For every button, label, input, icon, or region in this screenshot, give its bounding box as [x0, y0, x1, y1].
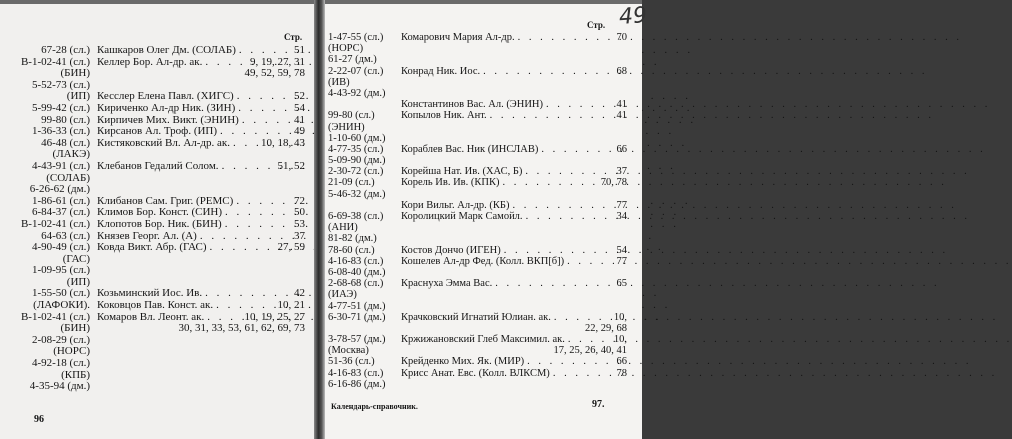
entry-text: [97, 323, 305, 335]
person-name: Краснуха Эмма Вас.: [401, 278, 493, 290]
phone-number: 5-99-42 (сл.): [31, 101, 90, 114]
dot-leader: [565, 334, 614, 345]
phone-number: 81-82 (дм.): [328, 233, 377, 245]
page-references: 54: [616, 244, 627, 256]
page-references: 53: [294, 217, 305, 230]
person-name: Кирсанов Ал. Троф. (ИП): [97, 125, 218, 138]
dot-leader: [564, 256, 616, 267]
entry-text: [401, 32, 627, 43]
person-name: Клопотов Бор. Ник. (БИН): [97, 217, 222, 230]
directory-entry: [325, 189, 642, 200]
person-name: Кирпичев Мих. Викт. (ЭНИН): [97, 113, 239, 126]
directory-entry: [0, 45, 314, 57]
phone-number: 4-77-35 (сл.): [328, 143, 384, 155]
page-references: 9, 19, 27, 31: [250, 55, 305, 68]
person-name: Корель Ив. Ив. (КПК): [401, 177, 500, 189]
directory-entry: [325, 77, 642, 88]
entry-text: [401, 99, 627, 110]
phone-number: 2-30-72 (сл.): [328, 166, 384, 178]
phone-number: 4-43-92 (дм.): [328, 87, 386, 99]
page-references: 49: [294, 125, 305, 138]
dot-leader: [551, 312, 614, 323]
entry-text: [97, 138, 305, 150]
person-name: Комаров Вл. Леонт. ак.: [97, 310, 205, 323]
person-name: Костов Дончо (ИГЕН): [401, 244, 501, 256]
entry-text: [401, 356, 627, 367]
person-name: Конрад Ник. Иос.: [401, 65, 481, 77]
directory-entry: [325, 88, 642, 99]
phone-number: (ИАЭ): [328, 289, 357, 301]
directory-entry: [0, 184, 314, 196]
dot-leader: [487, 110, 617, 121]
directory-entry: [0, 242, 314, 254]
directory-entry: [0, 138, 314, 150]
person-name: Крейденко Мих. Як. (МИР): [401, 356, 525, 368]
dot-leader: [97, 68, 245, 80]
dot-leader: [219, 161, 278, 173]
dot-leader: [550, 368, 617, 379]
dot-leader: [499, 177, 600, 188]
page-references: 10,: [613, 334, 627, 346]
phone-number: 4-16-83 (сл.): [328, 367, 384, 379]
phone-number: (КПБ): [61, 368, 90, 381]
page-references: 70: [616, 32, 627, 43]
phone-number: (БИН): [60, 322, 90, 335]
phone-number: 46-48 (сл.): [41, 136, 90, 149]
entry-text: [401, 345, 627, 356]
dot-leader: [236, 45, 294, 57]
phone-number: 4-92-18 (сл.): [31, 357, 90, 370]
entry-text: [97, 68, 305, 80]
person-name: Климов Бор. Конст. (СИН): [97, 206, 223, 219]
person-name: Клебанов Гедалий Солом.: [97, 159, 219, 172]
page-references: 42: [294, 287, 305, 300]
dot-leader: [480, 66, 616, 77]
person-name: Корейша Нат. Ив. (ХАС, Б): [401, 166, 523, 178]
directory-entry: [325, 43, 642, 54]
page-references: 30, 31, 33, 53, 61, 62, 69, 73: [178, 322, 305, 335]
entry-text: [401, 323, 627, 334]
person-name: Крисс Анат. Евс. (Колл. ВЛКСМ): [401, 367, 550, 379]
phone-number: 21-09 (сл.): [328, 177, 375, 189]
phone-number: 78-60 (сл.): [328, 244, 375, 256]
person-name: Кашкаров Олег Дм. (СОЛАБ): [97, 44, 236, 56]
person-name: Клибанов Сам. Григ. (РЕМС): [97, 194, 234, 207]
entry-text: [401, 211, 627, 222]
phone-number: (ИВ): [328, 76, 350, 88]
entry-text: [401, 368, 627, 379]
directory-entry: [325, 379, 642, 390]
directory-entry: [325, 54, 642, 65]
directory-entry: [325, 200, 642, 211]
directory-entry: [0, 265, 314, 277]
entry-text: [401, 200, 627, 211]
phone-number: 6-69-38 (сл.): [328, 211, 384, 222]
entry-text: [401, 256, 627, 267]
dot-leader: [401, 323, 585, 334]
page-number: 96: [34, 414, 44, 425]
phone-number: 2-68-68 (сл.): [328, 278, 384, 290]
person-name: Крачковский Игнатий Юлиан. ак.: [401, 311, 551, 323]
dot-leader: [524, 356, 616, 367]
phone-number: 5-52-73 (сл.): [31, 78, 90, 91]
entry-text: [401, 245, 627, 256]
directory-entry: [325, 334, 642, 345]
person-name: Копылов Ник. Ант.: [401, 110, 487, 122]
phone-number: 1-55-50 (сл.): [31, 287, 90, 300]
dot-leader: [235, 103, 294, 115]
directory-entry: [0, 103, 314, 115]
dot-leader: [97, 323, 179, 335]
directory-entry: [0, 358, 314, 370]
person-name: Кржижановский Глеб Максимил. ак.: [401, 334, 565, 346]
page-references: 78: [616, 367, 627, 379]
phone-number: 6-30-71 (дм.): [328, 311, 386, 323]
page-column-header: Стр.: [587, 20, 606, 30]
person-name: Кириченко Ал-др Ник. (ЗИН): [97, 101, 236, 114]
directory-entry: [325, 256, 642, 267]
dot-leader: [207, 242, 278, 254]
directory-entry: [325, 368, 642, 379]
dot-leader: [217, 126, 294, 138]
phone-number: 2-22-07 (сл.): [328, 65, 384, 77]
phone-number: (АНИ): [328, 222, 358, 234]
person-name: Константинов Вас. Ал. (ЭНИН): [401, 99, 543, 111]
phone-number: 6-26-62 (дм.): [29, 183, 90, 196]
directory-entry: [0, 335, 314, 347]
directory-entry: [325, 133, 642, 144]
person-name: Кесслер Елена Павл. (ХИГС): [97, 90, 234, 103]
phone-number: 4-16-83 (сл.): [328, 255, 384, 267]
page-number: 97.: [592, 399, 605, 410]
phone-number: (Москва): [328, 345, 369, 357]
phone-number: (НОРС): [53, 345, 90, 358]
person-name: Кораблев Вас. Ник (ИНСЛАВ): [401, 143, 539, 155]
right-page: [325, 3, 648, 439]
page-references: 10,: [613, 311, 627, 323]
phone-number: (ЛАФОКИ).: [33, 299, 90, 312]
page-footer: Календарь-справочник.: [331, 402, 418, 411]
directory-entry: [325, 267, 642, 278]
entry-text: [401, 66, 627, 77]
directory-entry: [0, 381, 314, 393]
dot-leader: [202, 57, 250, 69]
dot-leader: [501, 245, 617, 256]
left-page: [0, 4, 314, 439]
directory-entry: [325, 155, 642, 166]
person-name: Коковцов Пав. Конст. ак.: [97, 299, 214, 312]
phone-number: 1-86-61 (сл.): [31, 194, 90, 207]
dot-leader: [230, 138, 261, 150]
phone-number: В-1-02-41 (сл.): [20, 310, 90, 323]
phone-number: 3-78-57 (дм.): [328, 334, 386, 346]
phone-number: (ГАС): [62, 252, 90, 265]
phone-number: 4-43-91 (сл.): [31, 159, 90, 172]
entry-text: [401, 312, 627, 323]
entry-text: [401, 144, 627, 155]
person-name: Кори Вильг. Ал-др. (КБ): [401, 199, 510, 211]
person-name: Козьминский Иос. Ив.: [97, 287, 203, 300]
page-references: 49, 52, 59, 78: [244, 67, 305, 80]
entry-text: [97, 219, 305, 231]
page-references: 77: [616, 255, 627, 267]
dot-leader: [492, 278, 616, 289]
directory-entry: [325, 345, 642, 356]
directory-entry: [0, 219, 314, 231]
phone-number: 1-09-95 (сл.): [31, 264, 90, 277]
directory-entry: [325, 245, 642, 256]
phone-number: В-1-02-41 (сл.): [20, 55, 90, 68]
phone-number: 6-08-40 (дм.): [328, 266, 386, 278]
page-references: 10, 21: [277, 299, 305, 312]
entry-text: [97, 45, 305, 57]
dot-leader: [543, 99, 617, 110]
page-references: 68: [616, 65, 627, 77]
phone-number: 4-35-94 (дм.): [29, 380, 90, 393]
directory-entry: [0, 126, 314, 138]
person-name: Комарович Мария Ал-др.: [401, 32, 515, 43]
page-references: 52: [294, 90, 305, 103]
directory-entry: [325, 323, 642, 334]
entry-text: [401, 278, 627, 289]
directory-entry: [325, 99, 642, 110]
phone-number: 6-16-86 (дм.): [328, 378, 386, 390]
page-references: 65: [616, 278, 627, 290]
phone-number: (ЛАКЭ): [52, 148, 90, 161]
directory-entry: [325, 233, 642, 244]
phone-number: (НОРС): [328, 43, 364, 55]
phone-number: (ИП): [66, 90, 90, 103]
directory-entry: [0, 161, 314, 173]
dot-leader: [509, 200, 616, 211]
person-name: Ковда Викт. Абр. (ГАС): [97, 241, 207, 254]
directory-entry: [0, 300, 314, 312]
page-references: 34: [616, 211, 627, 222]
phone-number: 4-77-51 (дм.): [328, 300, 386, 312]
entry-text: [401, 166, 627, 177]
page-references: 10, 19, 25, 27: [244, 310, 305, 323]
page-references: 27, 59: [277, 241, 305, 254]
phone-number: 1-36-33 (сл.): [31, 125, 90, 138]
phone-number: (ЭНИН): [328, 121, 365, 133]
dot-leader: [538, 144, 616, 155]
book-gutter: [314, 0, 325, 439]
entry-text: [97, 300, 305, 312]
dot-leader: [222, 219, 294, 231]
person-name: Кошелев Ал-др Фед. (Колл. ВКП[б]): [401, 255, 565, 267]
page-references: 41: [616, 99, 627, 111]
directory-entry: [325, 122, 642, 133]
phone-number: 67-28 (сл.): [41, 44, 90, 56]
entry-text: [97, 242, 305, 254]
page-references: 72: [294, 194, 305, 207]
page-column-header: Стр.: [284, 32, 303, 42]
entry-text: [97, 161, 305, 173]
handwritten-number: 49: [618, 3, 648, 30]
entry-text: [97, 103, 305, 115]
dot-leader: [213, 300, 277, 312]
phone-number: 4-90-49 (сл.): [31, 241, 90, 254]
directory-entry: [325, 222, 642, 233]
entry-text: [401, 177, 627, 188]
page-references: 37: [616, 166, 627, 178]
phone-number: 5-09-90 (дм.): [328, 155, 386, 167]
directory-entry: [325, 356, 642, 367]
directory-list: [0, 45, 314, 393]
directory-entry: [325, 110, 642, 121]
entry-text: [401, 110, 627, 121]
page-references: 77: [616, 199, 627, 211]
phone-number: 64-63 (сл.): [41, 229, 90, 242]
phone-number: 2-08-29 (сл.): [31, 333, 90, 346]
page-references: 51: [294, 44, 305, 56]
person-name: Келлер Бор. Ал-др. ак.: [97, 55, 203, 68]
phone-number: (СОЛАБ): [46, 171, 90, 184]
directory-entry: [325, 211, 642, 222]
directory-entry: [325, 289, 642, 300]
phone-number: 99-80 (сл.): [328, 110, 375, 122]
page-references: 51, 52: [277, 159, 305, 172]
page-references: 17, 25, 26, 40, 41: [553, 345, 627, 357]
page-references: 22, 29, 68: [585, 322, 627, 334]
page-references: 37: [294, 229, 305, 242]
dot-leader: [401, 345, 554, 356]
directory-entry: [325, 144, 642, 155]
person-name: Кистяковский Вл. Ал-др. ак.: [97, 136, 230, 149]
page-references: 70, 78: [600, 177, 627, 189]
phone-number: (ИП): [66, 275, 90, 288]
phone-number: 51-36 (сл.): [328, 356, 375, 368]
phone-number: 1-10-60 (дм.): [328, 132, 386, 144]
phone-number: 61-27 (дм.): [328, 54, 377, 66]
directory-entry: [325, 278, 642, 289]
dot-leader: [522, 166, 616, 177]
phone-number: 1-47-55 (сл.): [328, 32, 384, 43]
entry-text: [401, 334, 627, 345]
directory-entry: [325, 177, 642, 188]
page-references: 66: [616, 143, 627, 155]
entry-text: [97, 126, 305, 138]
page-references: 50: [294, 206, 305, 219]
phone-number: 5-46-32 (дм.): [328, 188, 386, 200]
directory-entry: [325, 166, 642, 177]
phone-number: В-1-02-41 (сл.): [20, 217, 90, 230]
page-references: 41: [616, 110, 627, 122]
directory-entry: [325, 301, 642, 312]
phone-number: 99-80 (сл.): [41, 113, 90, 126]
dot-leader: [515, 32, 617, 43]
phone-number: (БИН): [60, 67, 90, 80]
page-references: 54: [294, 101, 305, 114]
page-references: 41: [294, 113, 305, 126]
directory-list: [325, 32, 642, 390]
directory-entry: [325, 66, 642, 77]
dot-leader: [523, 211, 617, 222]
directory-entry: [325, 312, 642, 323]
phone-number: 6-84-37 (сл.): [31, 206, 90, 219]
directory-entry: [325, 32, 642, 43]
person-name: Королицкий Марк Самойл.: [401, 211, 523, 222]
page-references: 66: [616, 356, 627, 368]
person-name: Князев Георг. Ал. (А): [97, 229, 197, 242]
page-references: 10, 18, 43: [261, 136, 305, 149]
